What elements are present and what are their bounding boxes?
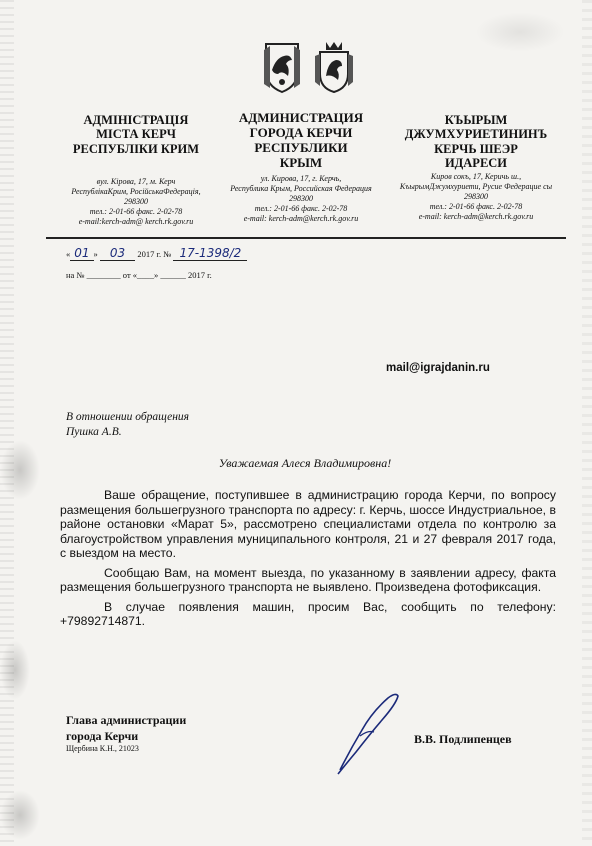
header-col-ukrainian <box>56 113 216 227</box>
header-address-line: 298300 <box>124 197 148 207</box>
header-title-line: АДМІНІСТРАЦІЯ <box>83 113 189 127</box>
scan-smudge <box>0 440 40 500</box>
header-address-line: e-mail: kerch-adm@kerch.rk.gov.ru <box>243 213 359 223</box>
scan-edge-right <box>582 0 592 846</box>
header-address-line: e-mail: kerch-adm@kerch.rk.gov.ru <box>418 211 534 221</box>
header-address-line: тел.: 2-01-66 факс. 2-02-78 <box>254 203 348 213</box>
handwritten-signature <box>300 690 410 780</box>
date-day: 01 <box>70 246 93 261</box>
kerch-emblem-icon <box>314 40 354 94</box>
body-paragraph: Ваше обращение, поступившее в администрацию города Керчи, по вопросу размещения большегрузного транспорта по адресу: г. Керчь, шоссе Индустриальное, в районе остановки «Марат 5», рассмотрено специалистами отдела по контролю за благоустройством управления муниципального контроля, 21 и 27 февраля 2017 года, с выездом на место. <box>60 488 556 560</box>
header-divider <box>46 237 566 239</box>
header-col-crimean-tatar <box>386 113 566 222</box>
header-title-line: АДМИНИСТРАЦИЯ <box>238 110 364 125</box>
body-paragraph: В случае появления машин, просим Вас, сообщить по телефону: +79892714871. <box>60 599 556 628</box>
header-title-line: КЕРЧЬ ШЕЭР <box>434 141 518 156</box>
header-title-line: ДЖУМХУРИЕТИНИНЪ <box>404 127 548 142</box>
signatory-name: В.В. Подлипенцев <box>414 732 512 746</box>
header-title-line: ГОРОДА КЕРЧИ <box>249 124 353 140</box>
scan-edge-left <box>0 0 14 846</box>
reference-line: на № ________ от «____» ______ 2017 г. <box>66 270 212 280</box>
scan-smudge <box>0 640 30 700</box>
date-quote-close: » <box>93 249 98 259</box>
header-title-line: КРЫМ <box>279 154 323 170</box>
scan-smudge <box>475 12 565 52</box>
header-address-line: ул. Кирова, 17, г. Керчь, <box>260 173 342 183</box>
body-paragraph: Сообщаю Вам, на момент выезда, по указанному в заявлении адресу, факта размещения большегрузного транспорта не выявлено. Произведена фотофиксация. <box>60 565 556 594</box>
executor-note: Щербина К.Н., 21023 <box>66 744 139 753</box>
scan-smudge <box>0 790 40 840</box>
greeting: Уважаемая Алеся Владимировна! <box>218 456 392 470</box>
subject-line: В отношении обращения <box>66 411 190 423</box>
header-col-russian <box>218 111 384 224</box>
crimea-emblem-icon <box>262 40 302 94</box>
signatory-position <box>66 712 186 744</box>
header-title-line: КЪЫРЫМ <box>444 113 508 127</box>
header-title-line: ИДАРЕСИ <box>444 156 508 171</box>
header-address-line: тел.: 2-01-66 факс. 2-02-78 <box>89 207 183 217</box>
date-month: 03 <box>100 246 135 261</box>
subject-block <box>66 410 189 440</box>
header-address-line: Республика Крым, Российская Федерация <box>230 183 372 193</box>
header-address-line: Киров сокъ, 17, Керичь ш., <box>430 171 522 181</box>
header-title-line: РЕСПУБЛІКИ КРИМ <box>72 141 200 156</box>
date-year: 2017 г. № <box>137 249 172 259</box>
header-address-line: e-mail:kerch-adm@ kerch.rk.gov.ru <box>78 217 194 227</box>
header-address-line: КъырымДжумхуриети, Русие Федерацие сы <box>399 181 553 191</box>
header-title-line: МІСТА КЕРЧ <box>96 127 176 142</box>
recipient-email: mail@igrajdanin.ru <box>386 362 490 374</box>
date-quote-open: « <box>66 249 71 259</box>
subject-line: Пушка А.В. <box>66 426 122 438</box>
header-address-line: РеспублікаКрим, РосійськаФедерація, <box>71 187 201 197</box>
header-address-line: вул. Кірова, 17, м. Керч <box>96 177 176 187</box>
position-line: города Керчи <box>66 729 139 743</box>
header-address-line: 298300 <box>464 191 488 201</box>
letter-body <box>60 488 556 629</box>
header-address-line: 298300 <box>289 193 313 203</box>
registration-date-number <box>66 246 326 260</box>
position-line: Глава администрации <box>66 713 187 727</box>
outgoing-number: 17-1398/2 <box>173 246 247 261</box>
header-address-line: тел.: 2-01-66 факс. 2-02-78 <box>429 201 523 211</box>
header-title-line: РЕСПУБЛИКИ <box>254 139 348 155</box>
